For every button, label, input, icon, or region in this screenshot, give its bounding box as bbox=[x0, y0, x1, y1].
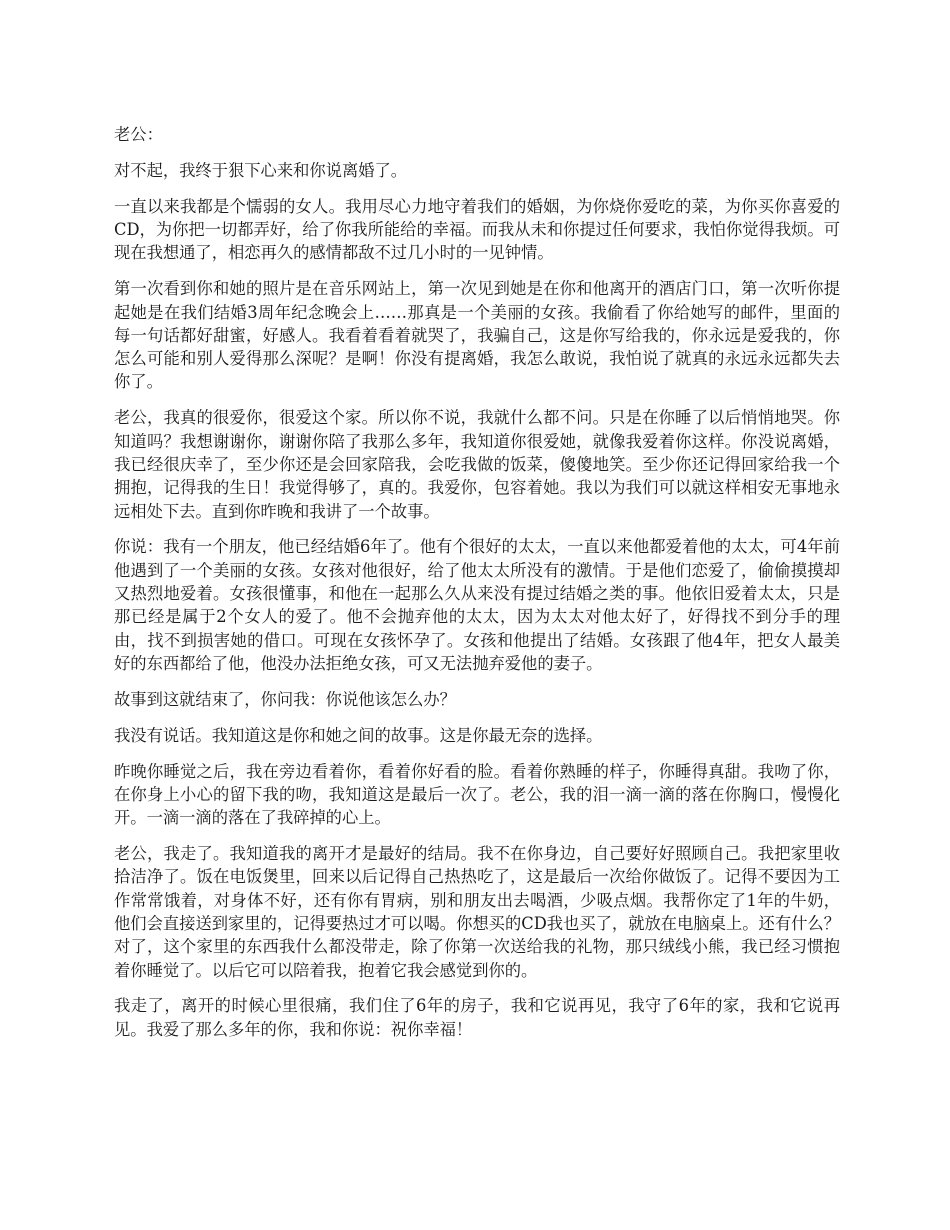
paragraph-1: 对不起，我终于狠下心来和你说离婚了。 bbox=[114, 160, 408, 180]
paragraph-7: 我没有说话。我知道这是你和她之间的故事。这是你最无奈的选择。 bbox=[114, 725, 603, 745]
salutation: 老公： bbox=[114, 125, 163, 144]
paragraph-2: 一直以来我都是个懦弱的女人。我用尽心力地守着我们的婚姻，为你烧你爱吃的菜，为你买你喜爱的CD，为你把一切都弄好，给了你我所能给的幸福。而我从未和你提过任何要求，我怕你觉得我烦。可现在我想通了，相恋再久的感情都敌不过几小时的一见钟情。 bbox=[114, 196, 840, 263]
paragraph-5: 你说：我有一个朋友，他已经结婚6年了。他有个很好的太太，一直以来他都爱着他的太太，可4年前他遇到了一个美丽的女孩。女孩对他很好，给了他太太所没有的激情。于是他们恋爱了，偷偷摸摸却又热烈地爱着。女孩很懂事，和他在一起那么久从来没有提过结婚之类的事。他依旧爱着太太，只是那已经是属于2个女人的爱了。他不会抛弃他的太太，因为太太对他太好了，好得找不到分手的理由，找不到损害她的借口。可现在女孩怀孕了。女孩和他提出了结婚。女孩跟了他4年，把女人最美好的东西都给了他，他没办法拒绝女孩，可又无法抛弃爱他的妻子。 bbox=[114, 537, 840, 673]
paragraph-3: 第一次看到你和她的照片是在音乐网站上，第一次见到她是在你和他离开的酒店门口，第一次听你提起她是在我们结婚3周年纪念晚会上……那真是一个美丽的女孩。我偷看了你给她写的邮件，里面的每一句话都好甜蜜，好感人。我看着看着就哭了，我骗自己，这是你写给我的，你永远是爱我的，你怎么可能和别人爱得那么深呢？是啊！你没有提离婚，我怎么敢说，我怕说了就真的永远永远都失去你了。 bbox=[114, 279, 840, 392]
paragraph-6: 故事到这就结束了，你问我：你说他该怎么办？ bbox=[114, 689, 456, 709]
paragraph-10: 我走了，离开的时候心里很痛，我们住了6年的房子，我和它说再见，我守了6年的家，我和它说再见。我爱了那么多年的你，我和你说：祝你幸福！ bbox=[114, 996, 840, 1039]
letter-body bbox=[114, 123, 840, 1054]
paragraph-8: 昨晚你睡觉之后，我在旁边看着你，看着你好看的脸。看着你熟睡的样子，你睡得真甜。我吻了你，在你身上小心的留下我的吻，我知道这是最后一次了。老公，我的泪一滴一滴的落在你胸口，慢慢化开。一滴一滴的落在了我碎掉的心上。 bbox=[114, 761, 840, 828]
paragraph-9: 老公，我走了。我知道我的离开才是最好的结局。我不在你身边，自己要好好照顾自己。我把家里收拾洁净了。饭在电饭煲里，回来以后记得自己热热吃了，这是最后一次给你做饭了。记得不要因为工作常常饿着，对身体不好，还有你有胃病，别和朋友出去喝酒，少吸点烟。我帮你定了1年的牛奶，他们会直接送到家里的，记得要热过才可以喝。你想买的CD我也买了，就放在电脑桌上。还有什么？对了，这个家里的东西我什么都没带走，除了你第一次送给我的礼物，那只绒线小熊，我已经习惯抱着你睡觉了。以后它可以陪着我，抱着它我会感觉到你的。 bbox=[114, 844, 840, 980]
paragraph-4: 老公，我真的很爱你，很爱这个家。所以你不说，我就什么都不问。只是在你睡了以后悄悄地哭。你知道吗？我想谢谢你，谢谢你陪了我那么多年，我知道你很爱她，就像我爱着你这样。你没说离婚，我已经很庆幸了，至少你还是会回家陪我，会吃我做的饭菜，傻傻地笑。至少你还记得回家给我一个拥抱，记得我的生日！我觉得够了，真的。我爱你，包容着她。我以为我们可以就这样相安无事地永远相处下去。直到你昨晚和我讲了一个故事。 bbox=[114, 408, 840, 521]
